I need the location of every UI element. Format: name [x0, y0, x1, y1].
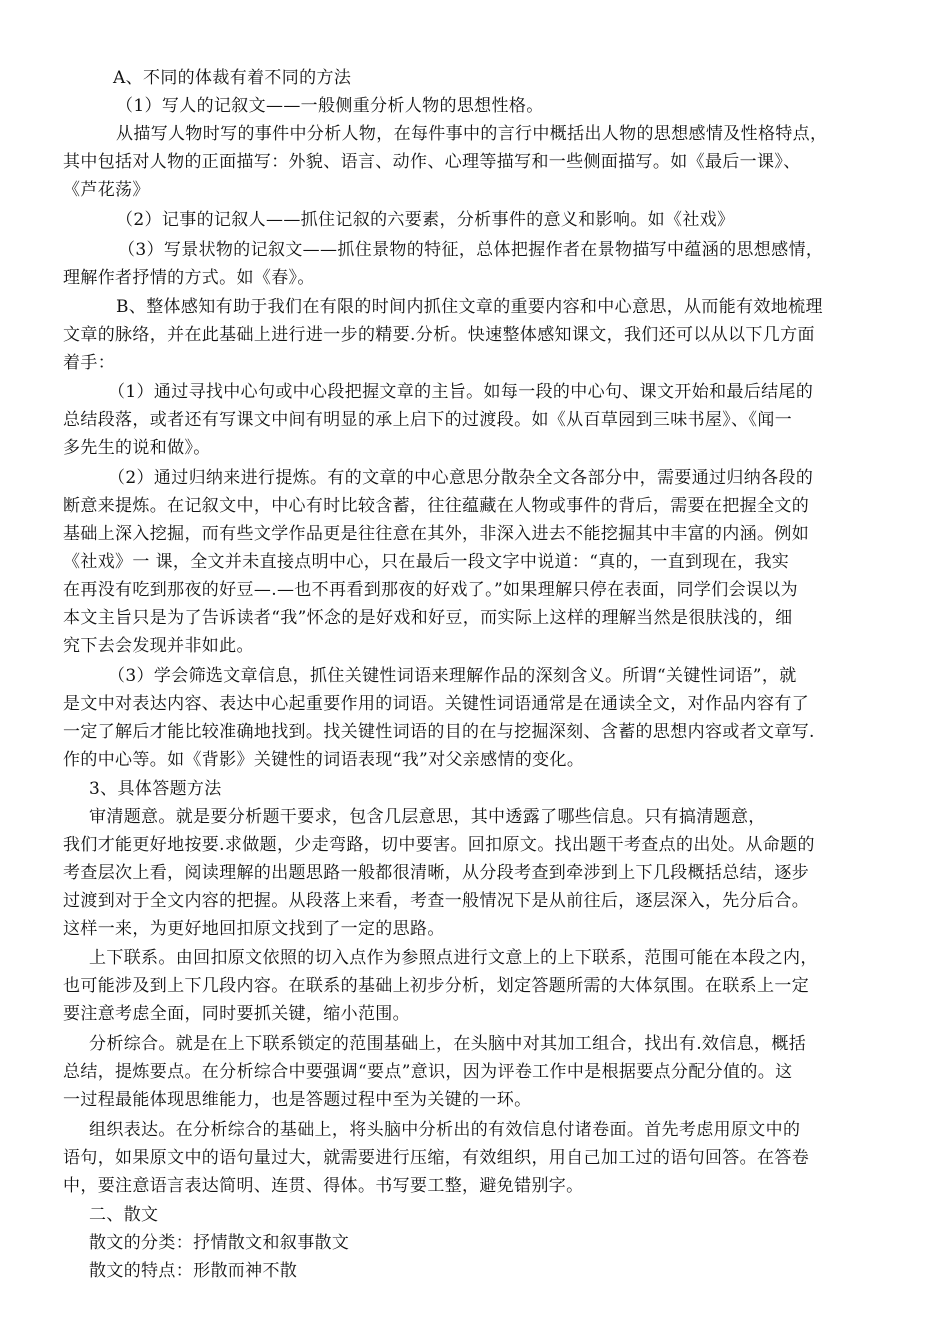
- paragraph-line: （2）记事的记叙人——抓住记叙的六要素，分析事件的意义和影响。如《社戏》: [116, 210, 735, 230]
- paragraph-line: （1）通过寻找中心句或中心段把握文章的主旨。如每一段的中心句、课文开始和最后结尾的: [108, 382, 814, 402]
- paragraph-line: 总结，提炼要点。在分析综合中要强调“要点”意识，因为评卷工作中是根据要点分配分值的。这: [63, 1062, 793, 1082]
- paragraph-line: 这样一来，为更好地回扣原文找到了一定的思路。: [63, 919, 445, 939]
- paragraph-line: （3）学会筛选文章信息，抓住关键性词语来理解作品的深刻含义。所谓“关键性词语”，就: [108, 666, 797, 686]
- paragraph-line: 上下联系。由回扣原文依照的切入点作为参照点进行文意上的上下联系，范围可能在本段之内，: [89, 948, 818, 968]
- paragraph-line: 中，要注意语言表达简明、连贯、得体。书写要工整，避免错别字。: [63, 1176, 584, 1196]
- paragraph-line: 理解作者抒情的方式。如《春》。: [63, 268, 315, 288]
- paragraph-line: 组织表达。在分析综合的基础上，将头脑中分析出的有效信息付诸卷面。首先考虑用原文中的: [89, 1120, 801, 1140]
- paragraph-line: 断意来提炼。在记叙文中，中心有时比较含蓄，往往蕴藏在人物或事件的背后，需要在把握全文的: [63, 496, 810, 516]
- paragraph-line: 从描写人物时写的事件中分析人物，在每件事中的言行中概括出人物的思想感情及性格特点，: [116, 124, 828, 144]
- paragraph-line: 基础上深入挖掘，而有些文学作品更是往往意在其外，非深入进去不能挖掘其中丰富的内涵。例如: [63, 524, 810, 544]
- paragraph-line: 分析综合。就是在上下联系锁定的范围基础上，在头脑中对其加工组合，找出有.效信息，概括: [89, 1034, 807, 1054]
- paragraph-line: 着手：: [63, 353, 116, 373]
- paragraph-line: 本文主旨只是为了告诉读者“我”怀念的是好戏和好豆，而实际上这样的理解当然是很肤浅的，细: [63, 608, 793, 628]
- paragraph-line: 一过程最能体现思维能力，也是答题过程中至为关键的一环。: [63, 1090, 532, 1110]
- paragraph-line: （1）写人的记叙文——一般侧重分析人物的思想性格。: [116, 96, 544, 116]
- paragraph-line: 作的中心等。如《背影》关键性的词语表现“我”对父亲感情的变化。: [63, 750, 585, 770]
- paragraph-line: （2）通过归纳来进行提炼。有的文章的中心意思分散杂全文各部分中，需要通过归纳各段的: [108, 468, 814, 488]
- section-heading-b: B、整体感知有助于我们在有限的时间内抓住文章的重要内容和中心意思，从而能有效地梳理: [116, 297, 823, 317]
- paragraph-line: 总结段落，或者还有写课文中间有明显的承上启下的过渡段。如《从百草园到三味书屋》、《闻一: [63, 410, 793, 430]
- paragraph-line: 散文的分类：抒情散文和叙事散文: [89, 1233, 350, 1253]
- paragraph-line: 语句，如果原文中的语句量过大，就需要进行压缩，有效组织，用自己加工过的语句回答。在答卷: [63, 1148, 810, 1168]
- paragraph-line: 其中包括对人物的正面描写：外貌、语言、动作、心理等描写和一些侧面描写。如《最后一课》、: [63, 152, 801, 172]
- paragraph-line: 究下去会发现并非如此。: [63, 636, 254, 656]
- section-heading-a: A、不同的体裁有着不同的方法: [113, 68, 352, 88]
- paragraph-line: 一定了解后才能比较准确地找到。找关键性词语的目的在与挖掘深刻、含蓄的思想内容或者文章写.: [63, 722, 815, 742]
- paragraph-line: 考查层次上看，阅读理解的出题思路一般都很清晰，从分段考查到牵涉到上下几段概括总结，逐步: [63, 863, 810, 883]
- paragraph-line: 《芦花荡》: [63, 180, 150, 200]
- paragraph-line: 多先生的说和做》。: [63, 438, 211, 458]
- paragraph-line: 审清题意。就是要分析题干要求，包含几层意思，其中透露了哪些信息。只有搞清题意，: [89, 807, 766, 827]
- paragraph-line: 我们才能更好地按要.求做题，少走弯路，切中要害。回扣原文。找出题干考查点的出处。从命题的: [63, 835, 815, 855]
- paragraph-line: 也可能涉及到上下几段内容。在联系的基础上初步分析，划定答题所需的大体氛围。在联系上一定: [63, 976, 810, 996]
- paragraph-line: 《社戏》一 课，全文并未直接点明中心，只在最后一段文字中说道：“真的，一直到现在，我实: [63, 552, 790, 572]
- paragraph-line: 文章的脉络，并在此基础上进行进一步的精要.分析。快速整体感知课文，我们还可以从以下几方面: [63, 325, 815, 345]
- paragraph-line: 过渡到对于全文内容的把握。从段落上来看，考查一般情况下是从前往后，逐层深入，先分后合。: [63, 891, 810, 911]
- paragraph-line: （3）写景状物的记叙文——抓住景物的特征，总体把握作者在景物描写中蕴涵的思想感情，: [118, 240, 824, 260]
- section-heading-3: 3、具体答题方法: [89, 779, 222, 799]
- paragraph-line: 散文的特点：形散而神不散: [89, 1261, 298, 1281]
- paragraph-line: 在再没有吃到那夜的好豆—.—也不再看到那夜的好戏了。”如果理解只停在表面，同学们会误以为: [63, 580, 798, 600]
- paragraph-line: 是文中对表达内容、表达中心起重要作用的词语。关键性词语通常是在通读全文，对作品内容有了: [63, 694, 810, 714]
- paragraph-line: 要注意考虑全面，同时要抓关键，缩小范围。: [63, 1004, 410, 1024]
- section-heading-prose: 二、散文: [89, 1205, 159, 1225]
